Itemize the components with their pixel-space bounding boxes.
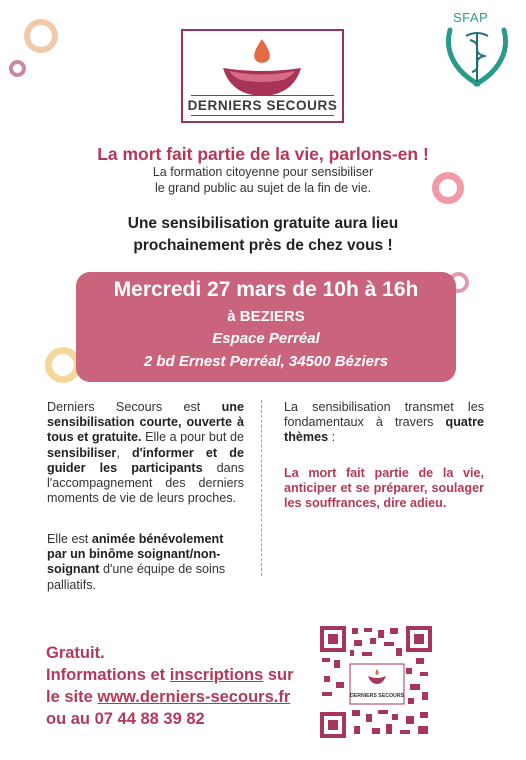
decorative-ring [24, 19, 58, 53]
footer-contact: Gratuit. Informations et inscriptions sur le site www.derniers-secours.fr ou au 07 44 88 39 82 [46, 642, 316, 730]
left-column-paragraph-2: Elle est animée bénévolement par un binôme soignant/non-soignant d'une équipe de soins palliatifs. [47, 532, 226, 592]
left-column-paragraph-1: Derniers Secours est une sensibilisation courte, ouverte à tous et gratuite. Elle a pour but de sensibiliser, d'informer et de guider les participants dans l'accompagnement des derniers moments de vie de leurs proches. [47, 400, 244, 506]
event-banner [76, 272, 456, 382]
announcement-line-1: Une sensibilisation gratuite aura lieu [127, 215, 399, 232]
sfap-caduceus-icon [444, 26, 510, 88]
qr-logo-label: DERNIERS SECOURS [350, 693, 404, 699]
event-date-time: Mercredi 27 mars de 10h à 16h [113, 278, 419, 301]
page-headline: La mort fait partie de la vie, parlons-en ! [97, 144, 429, 164]
sfap-logo-text: SFAP [453, 10, 489, 25]
website-link[interactable]: www.derniers-secours.fr [97, 688, 291, 706]
logo-text: DERNIERS SECOURS [187, 98, 338, 113]
decorative-ring [9, 60, 26, 77]
subtitle-line-2: le grand public au sujet de la fin de vie. [154, 181, 372, 195]
event-address: 2 bd Ernest Perréal, 34500 Béziers [143, 353, 389, 370]
column-divider [261, 400, 262, 576]
inscriptions-link[interactable]: inscriptions [169, 666, 264, 684]
qr-code[interactable] [320, 626, 432, 738]
event-venue: Espace Perréal [212, 330, 320, 347]
subtitle-line-1: La formation citoyenne pour sensibiliser [152, 165, 374, 179]
announcement-line-2: prochainement près de chez vous ! [133, 237, 393, 254]
four-themes-text: La mort fait partie de la vie, anticiper et se préparer, soulager les souffrances, dire adieu. [284, 466, 484, 511]
flame-bowl-icon [183, 31, 342, 101]
footer-phone: ou au 07 44 88 39 82 [46, 710, 205, 728]
right-column-paragraph-1: La sensibilisation transmet les fondamentaux à travers quatre thèmes : [284, 400, 484, 445]
derniers-secours-logo [181, 29, 344, 123]
event-city: à BEZIERS [227, 308, 305, 325]
footer-free: Gratuit. [46, 644, 105, 662]
